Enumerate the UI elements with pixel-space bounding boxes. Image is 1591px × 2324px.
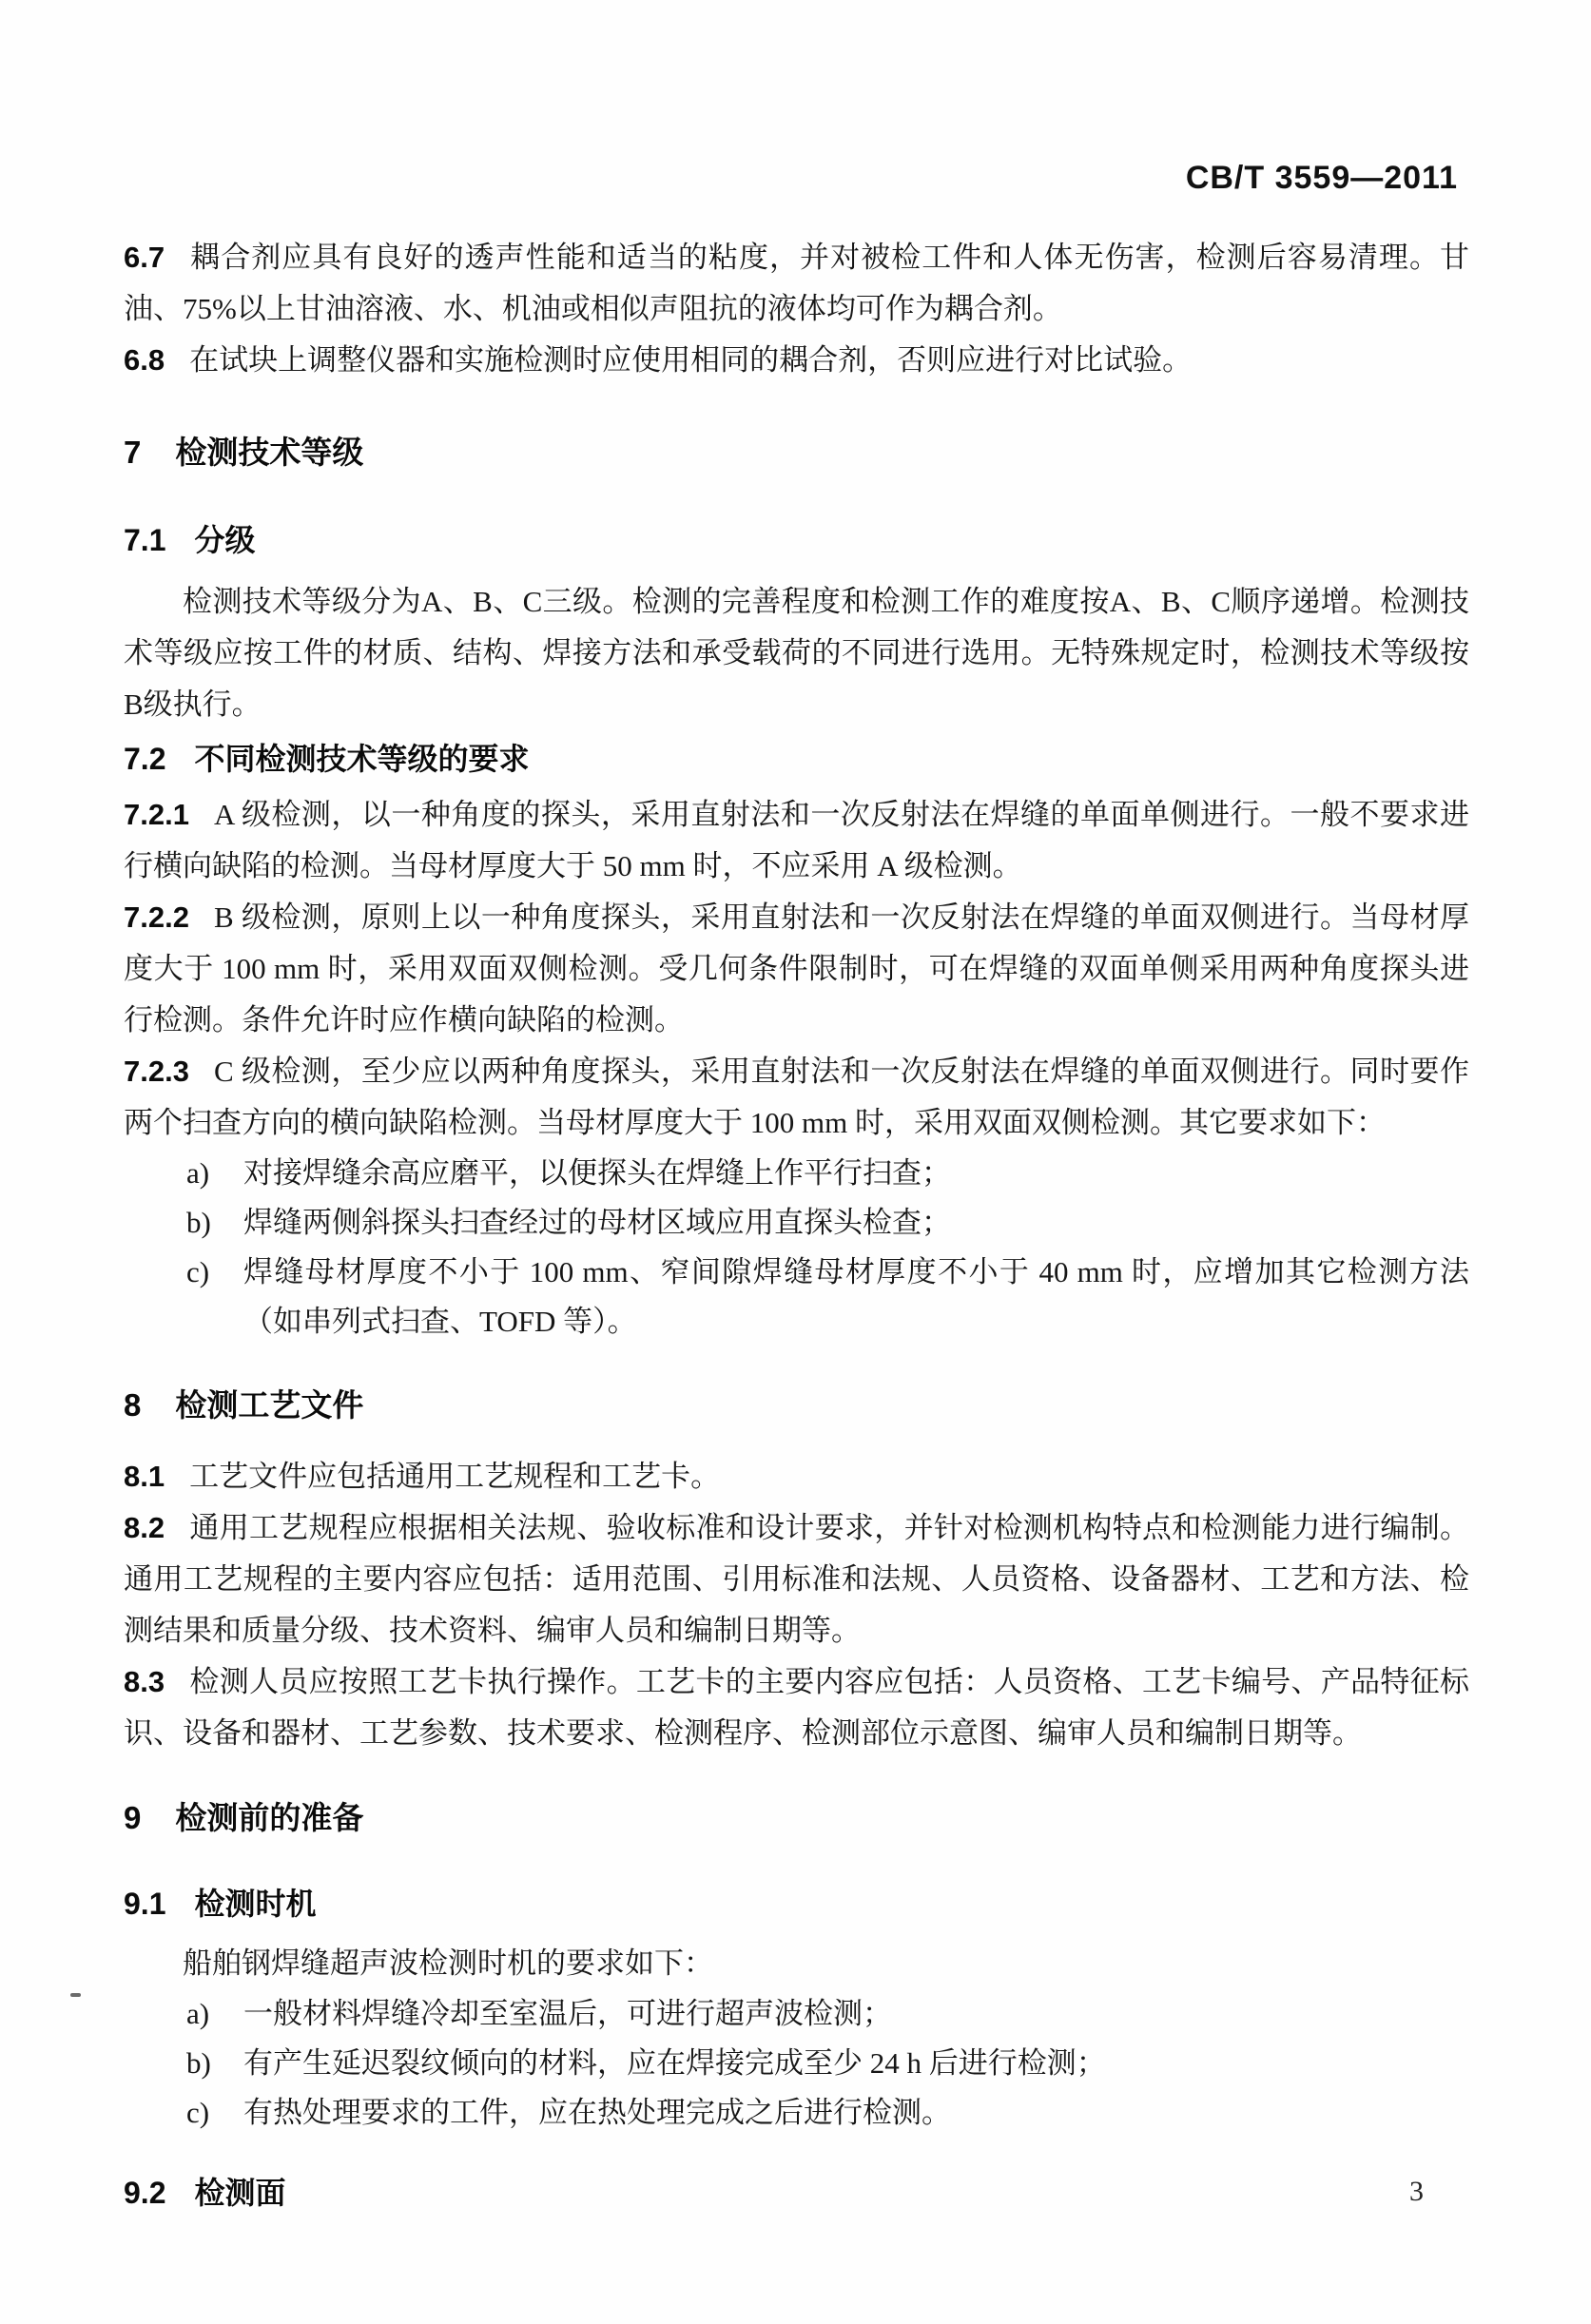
clause-number: 8.1	[124, 1460, 165, 1493]
list-item-text: 一般材料焊缝冷却至室温后，可进行超声波检测；	[243, 1997, 892, 2030]
clause-7-2-2	[124, 892, 1469, 1046]
section-number: 7	[124, 435, 142, 470]
clause-7-2-3	[124, 1046, 1469, 1149]
section-heading-7	[124, 432, 1469, 474]
list-item-text: 焊缝两侧斜探头扫查经过的母材区域应用直探头检查；	[243, 1206, 951, 1239]
clause-8-2	[124, 1502, 1469, 1656]
clause-8-3	[124, 1656, 1469, 1759]
clause-number: 8.2	[124, 1511, 165, 1544]
section-title: 检测前的准备	[175, 1800, 364, 1835]
clause-text: 在试块上调整仪器和实施检测时应使用相同的耦合剂，否则应进行对比试验。	[189, 343, 1193, 377]
clause-number: 8.3	[124, 1665, 165, 1698]
paragraph-7-1: 检测技术等级分为A、B、C三级。检测的完善程度和检测工作的难度按A、B、C顺序递增。检测技术等级应按工件的材质、结构、焊接方法和承受载荷的不同进行选用。无特殊规定时，检测技术等级按B级执行。	[124, 585, 1469, 721]
clause-text: 工艺文件应包括通用工艺规程和工艺卡。	[189, 1460, 721, 1493]
clause-text: 通用工艺规程应根据相关法规、验收标准和设计要求，并针对检测机构特点和检测能力进行编制。通用工艺规程的主要内容应包括：适用范围、引用标准和法规、人员资格、设备器材、工艺和方法、检测结果和质量分级、技术资料、编审人员和编制日期等。	[124, 1511, 1469, 1647]
clause-number: 6.8	[124, 343, 165, 377]
subsection-number: 9.2	[124, 2176, 166, 2210]
list-item-7-2-3-b	[124, 1198, 1469, 1248]
clause-text: B 级检测，原则上以一种角度探头，采用直射法和一次反射法在焊缝的单面双侧进行。当母材厚度大于 100 mm 时，采用双面双侧检测。受几何条件限制时，可在焊缝的双面单侧采用两种角度探头进行检测。条件允许时应作横向缺陷的检测。	[124, 901, 1469, 1036]
list-marker: b)	[186, 2046, 211, 2080]
clause-number: 7.2.3	[124, 1055, 189, 1088]
list-item-text: 焊缝母材厚度不小于 100 mm、窄间隙焊缝母材厚度不小于 40 mm 时，应增加其它检测方法（如串列式扫查、TOFD 等）。	[243, 1255, 1469, 1338]
section-title: 检测工艺文件	[175, 1387, 364, 1423]
clause-number: 7.2.1	[124, 798, 189, 831]
list-item-text: 有产生延迟裂纹倾向的材料，应在焊接完成至少 24 h 后进行检测；	[243, 2046, 1106, 2080]
list-item-text: 有热处理要求的工件，应在热处理完成之后进行检测。	[243, 2096, 951, 2129]
subsection-title: 分级	[194, 523, 256, 557]
list-item-7-2-3-a	[124, 1149, 1469, 1198]
clause-text: A 级检测，以一种角度的探头，采用直射法和一次反射法在焊缝的单面单侧进行。一般不要求进行横向缺陷的检测。当母材厚度大于 50 mm 时，不应采用 A 级检测。	[124, 798, 1469, 882]
clause-number: 6.7	[124, 241, 165, 274]
list-item-9-1-a	[124, 1989, 1469, 2039]
list-marker: b)	[186, 1206, 211, 1239]
clause-text: 耦合剂应具有良好的透声性能和适当的粘度，并对被检工件和人体无伤害，检测后容易清理。甘油、75%以上甘油溶液、水、机油或相似声阻抗的液体均可作为耦合剂。	[124, 241, 1469, 325]
subsection-title: 检测面	[194, 2176, 286, 2210]
section-title: 检测技术等级	[175, 435, 364, 470]
subsection-title: 检测时机	[194, 1887, 317, 1921]
clause-8-1	[124, 1451, 1469, 1502]
clause-7-2-1	[124, 789, 1469, 892]
subsection-number: 7.2	[124, 742, 166, 776]
list-marker: c)	[186, 2096, 210, 2129]
subsection-title: 不同检测技术等级的要求	[194, 742, 530, 776]
clause-text: 检测人员应按照工艺卡执行操作。工艺卡的主要内容应包括：人员资格、工艺卡编号、产品特征标识、设备和器材、工艺参数、技术要求、检测程序、检测部位示意图、编审人员和编制日期等。	[124, 1665, 1469, 1750]
clause-number: 7.2.2	[124, 901, 189, 934]
subsection-number: 7.1	[124, 523, 166, 557]
list-marker: a)	[186, 1156, 210, 1190]
page-number: 3	[1409, 2176, 1424, 2207]
subsection-heading-9-2	[124, 2172, 1469, 2214]
subsection-number: 9.1	[124, 1887, 166, 1921]
clause-6-7	[124, 232, 1469, 335]
list-marker: a)	[186, 1997, 210, 2030]
subsection-heading-7-1	[124, 519, 1469, 561]
subsection-heading-7-2	[124, 738, 1469, 780]
list-item-9-1-c	[124, 2088, 1469, 2138]
clause-text: C 级检测，至少应以两种角度探头，采用直射法和一次反射法在焊缝的单面双侧进行。同时要作两个扫查方向的横向缺陷检测。当母材厚度大于 100 mm 时，采用双面双侧检测。其它要求如下：	[124, 1055, 1469, 1139]
list-item-text: 对接焊缝余高应磨平，以便探头在焊缝上作平行扫查；	[243, 1156, 951, 1190]
clause-6-8	[124, 335, 1469, 386]
standard-code-header: CB/T 3559—2011	[1185, 160, 1458, 196]
section-number: 8	[124, 1387, 142, 1423]
list-marker: c)	[186, 1255, 210, 1288]
section-number: 9	[124, 1800, 142, 1835]
section-heading-9	[124, 1797, 1469, 1839]
list-item-9-1-b	[124, 2039, 1469, 2088]
section-heading-8	[124, 1385, 1469, 1426]
scan-artifact-mark	[70, 1993, 81, 1997]
list-item-7-2-3-c	[124, 1248, 1469, 1346]
subsection-heading-9-1	[124, 1883, 1469, 1925]
page-content	[124, 232, 1469, 2214]
paragraph-9-1-intro: 船舶钢焊缝超声波检测时机的要求如下：	[183, 1946, 713, 1980]
